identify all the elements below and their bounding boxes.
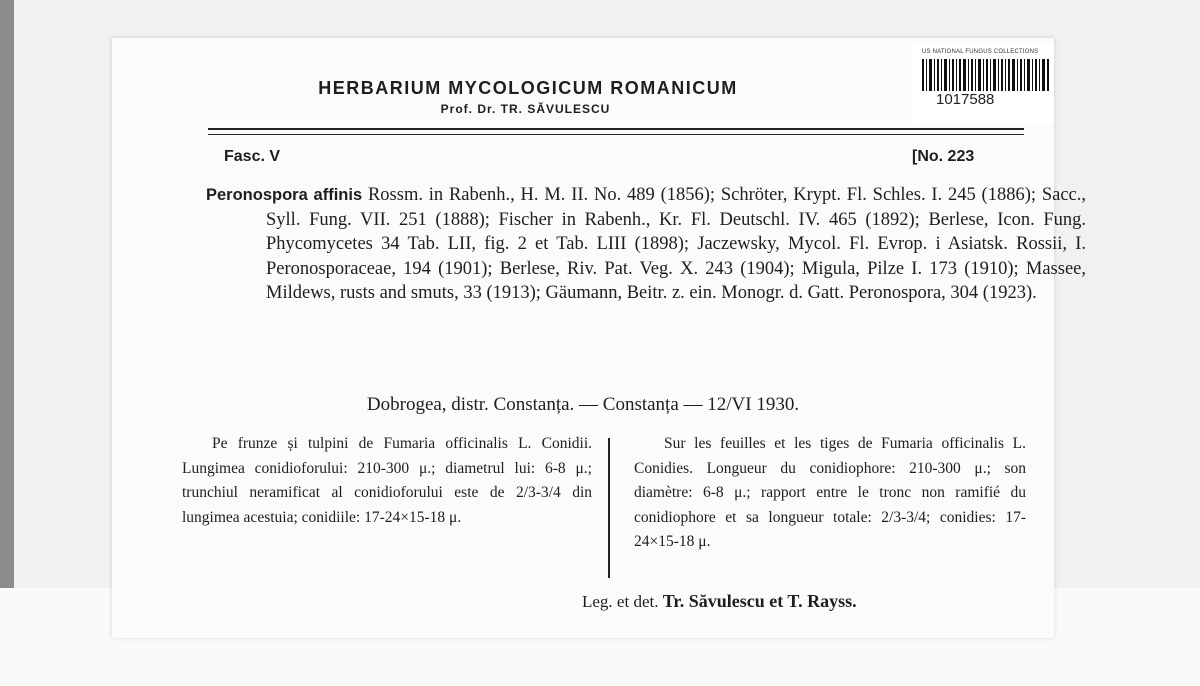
collector-prefix: Leg. et det.	[582, 592, 659, 611]
description-french	[634, 432, 1026, 555]
description-french-text: Sur les feuilles et les tiges de Fumaria officinalis L. Conidies. Longueur du conidiophore: 210-300 μ.; son diamètre: 6-8 μ.; rapport entre le tronc non ramifié du conidiophore et sa longueur totale: 2/3-3/4; conidies: 17-24×15-18 μ.	[634, 435, 1026, 550]
specimen-number: [No. 223	[912, 148, 975, 165]
locality-line: Dobrogea, distr. Constanța. — Constanța — 12/VI 1930.	[366, 394, 800, 415]
barcode-icon	[922, 59, 1050, 91]
barcode-caption: US NATIONAL FUNGUS COLLECTIONS	[922, 49, 1039, 55]
fascicle-label: Fasc. V	[224, 148, 281, 165]
taxon-citation	[206, 183, 1086, 306]
collector-names: Tr. Săvulescu et T. Rayss.	[662, 591, 857, 611]
species-name: Peronospora affinis	[206, 186, 363, 204]
barcode-number: 1017588	[936, 91, 995, 108]
header-rule-thin	[208, 134, 1024, 135]
herbarium-title: HERBARIUM MYCOLOGICUM ROMANICUM	[318, 78, 738, 98]
barcode-label	[912, 43, 1054, 123]
description-romanian	[182, 432, 592, 530]
herbarium-subtitle: Prof. Dr. TR. SĂVULESCU	[440, 102, 611, 116]
citation-text: Rossm. in Rabenh., H. M. II. No. 489 (1856); Schröter, Krypt. Fl. Schles. I. 245 (1886); Sacc., Syll. Fung. VII. 251 (1888); Fischer in Rabenh., Kr. Fl. Deutschl. IV. 465 (1892); Berlese, Icon. Fung. Phycomycetes 34 Tab. LII, fig. 2 et Tab. LIII (1898); Jaczewsky, Mycol. Fl. Evrop. i Asiatsk. Rossii, I. Peronosporaceae, 194 (1901); Berlese, Riv. Pat. Veg. X. 243 (1904); Migula, Pilze I. 173 (1910); Massee, Mildews, rusts and smuts, 33 (1913); Gäumann, Beitr. z. ein. Monogr. d. Gatt. Peronospora, 304 (1923).	[266, 185, 1086, 303]
description-romanian-text: Pe frunze și tulpini de Fumaria officinalis L. Conidii. Lungimea conidioforului: 210-300 μ.; diametrul lui: 6-8 μ.; trunchiul neramificat al conidioforului este de 2/3-3/4 din lungimea acestuia; conidiile: 17-24×15-18 μ.	[182, 435, 592, 526]
specimen-label	[112, 38, 1086, 638]
collector-line	[582, 591, 857, 612]
header-rule	[208, 128, 1024, 130]
column-divider	[608, 438, 610, 578]
